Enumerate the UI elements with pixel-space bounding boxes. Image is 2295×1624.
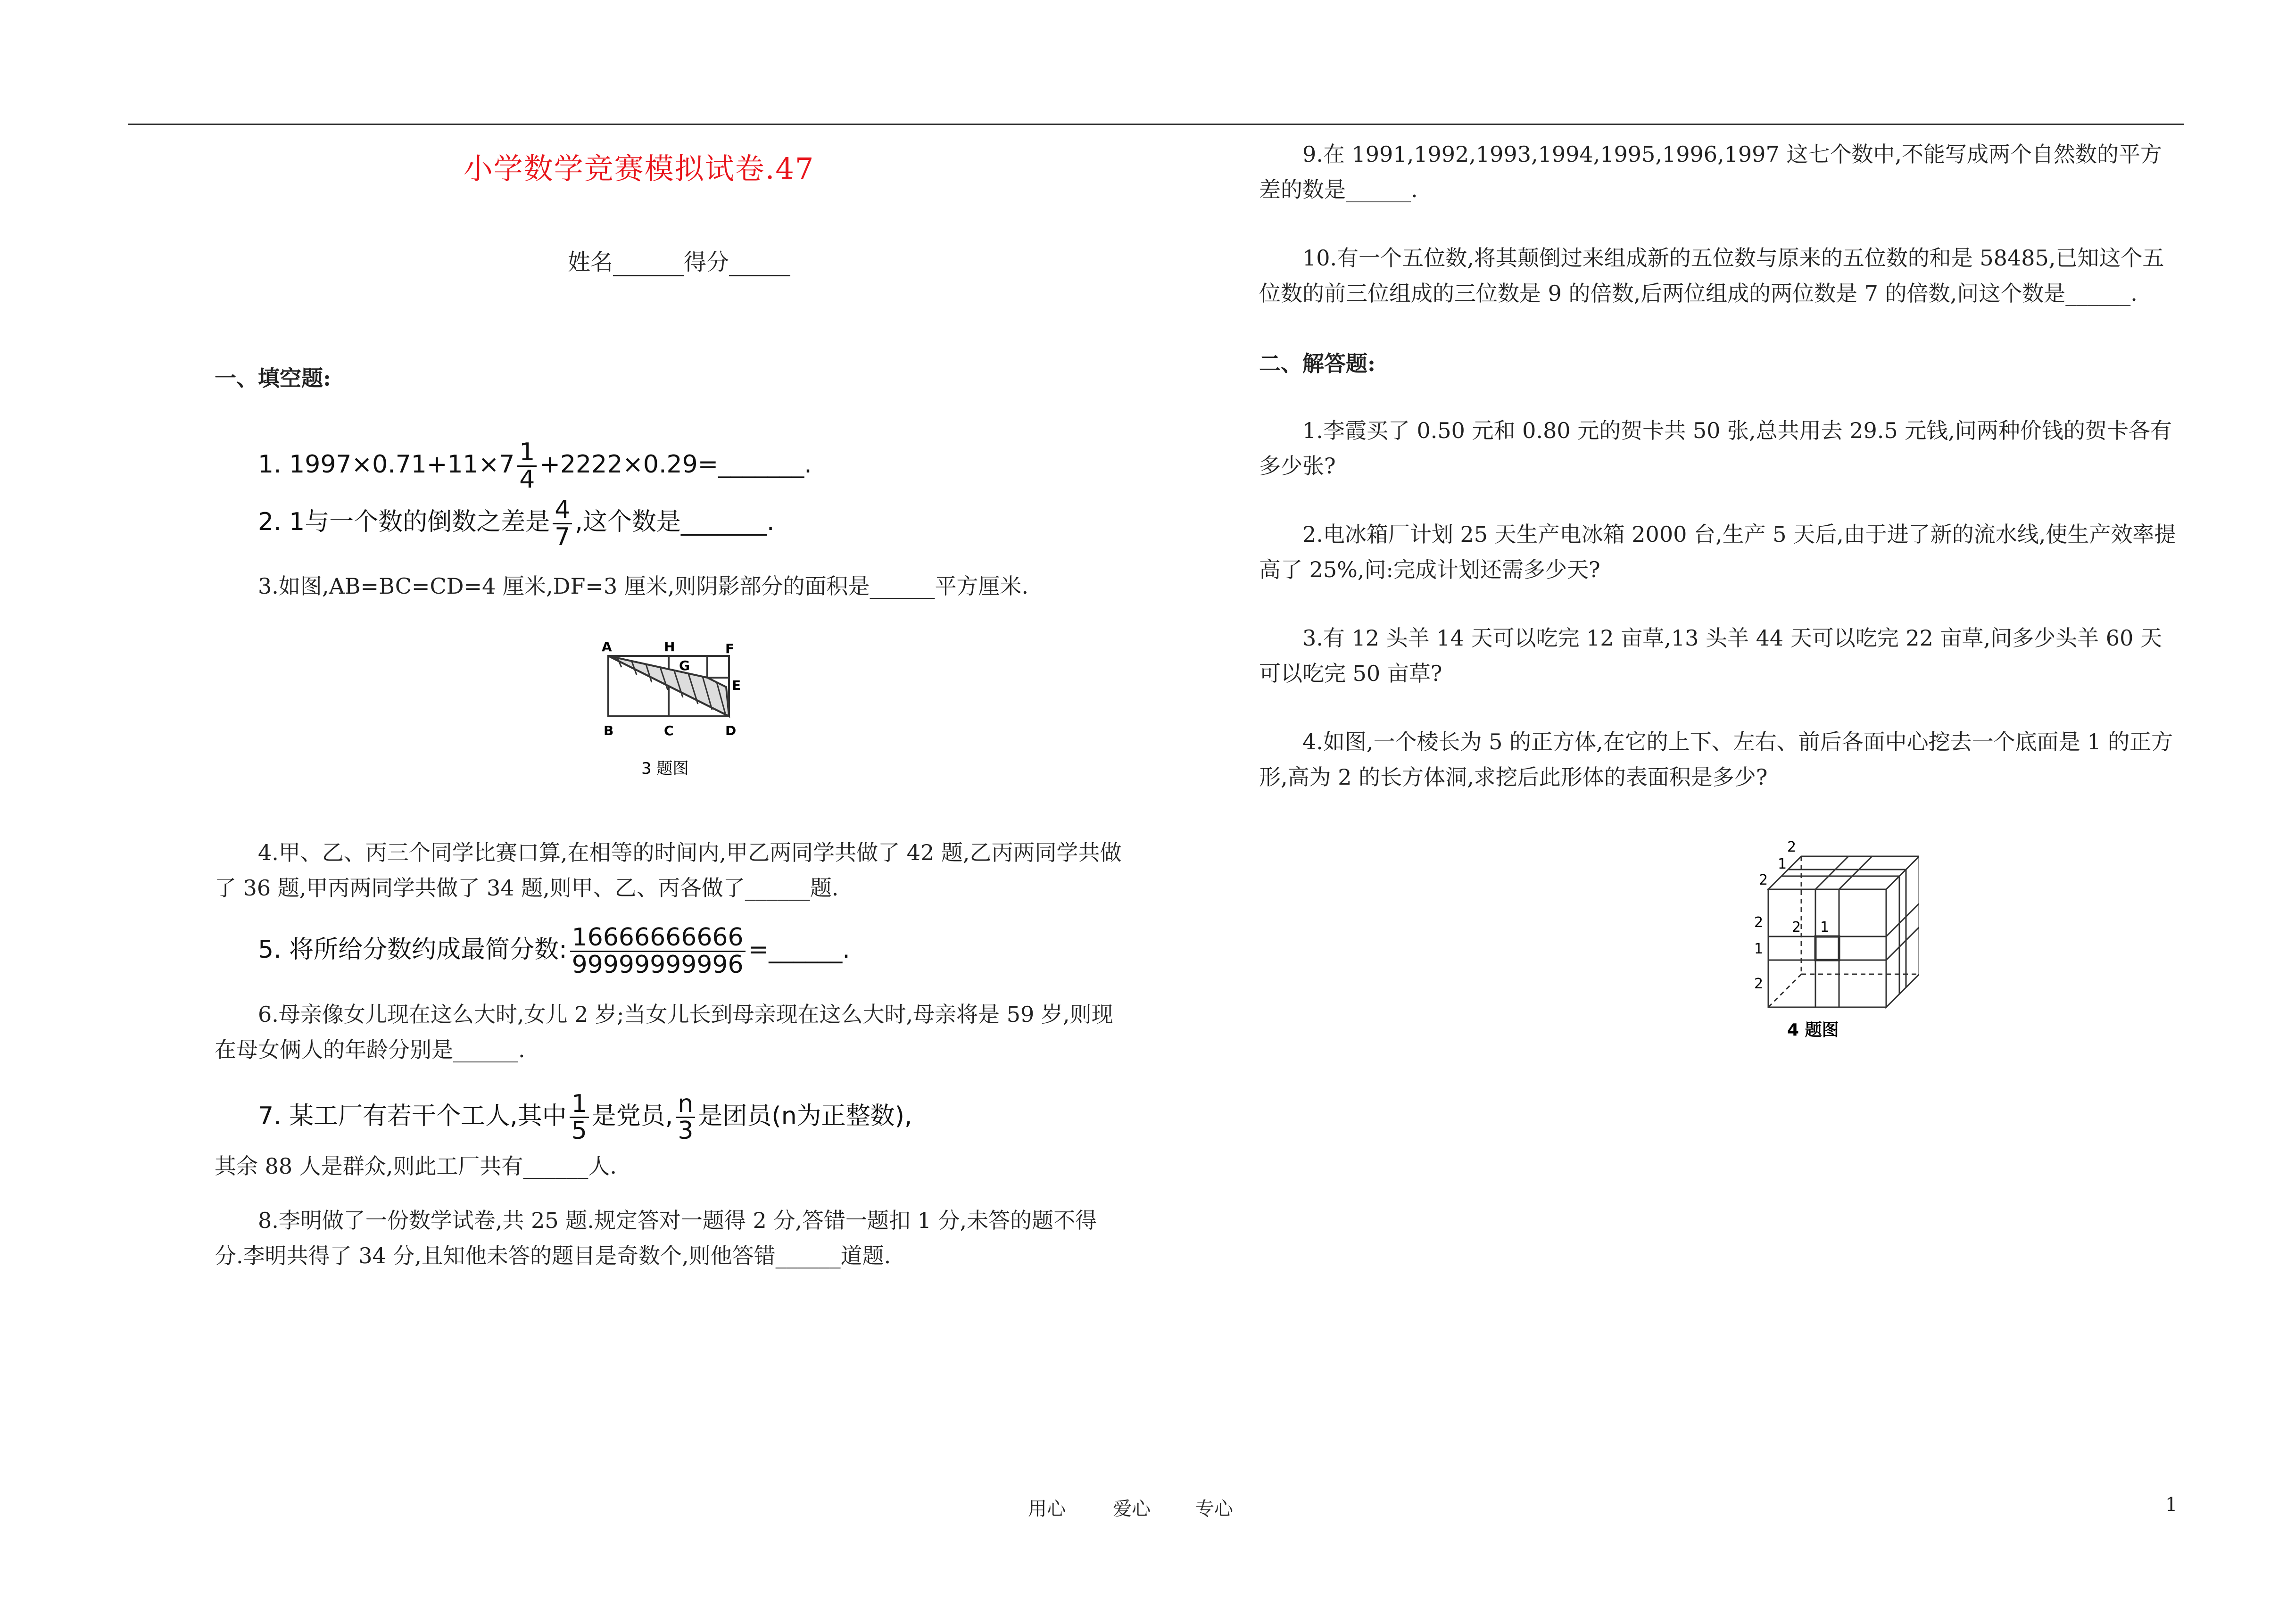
figure-4 <box>1731 837 1919 1045</box>
question-1: 1. 1997×0.71+11×7 $\frac{1}{4}$ +2222×0.29=_______. <box>258 438 812 494</box>
fig3-label-f: F <box>725 641 735 657</box>
section-answer: 二、解答题: <box>1259 351 1375 376</box>
fig4-label-5: 2 <box>1792 919 1801 936</box>
fraction: $\frac{1}{5}$ <box>570 1091 589 1144</box>
answer-question-3: 3.有 12 头羊 14 天可以吃完 12 亩草,13 头羊 44 天可以吃完 22 亩草,问多少头羊 60 天可以吃完 50 亩草? <box>1259 625 2162 686</box>
header-rule <box>128 124 2184 125</box>
fig4-label-3: 2 <box>1759 872 1768 888</box>
footer-left: 用心 <box>1028 1498 1066 1520</box>
fig4-label-7: 1 <box>1754 941 1764 957</box>
question-7: 7. 某工厂有若干个工人,其中 $\frac{1}{5}$ 是党员, $\frac{n}{3}$ 是团员(n为正整数), <box>258 1089 912 1145</box>
answer-question-1: 1.李霞买了 0.50 元和 0.80 元的贺卡共 50 张,总共用去 29.5 元钱,问两种价钱的贺卡各有多少张? <box>1259 418 2172 479</box>
answer-question-4: 4.如图,一个棱长为 5 的正方体,在它的上下、左右、前后各面中心挖去一个底面是 1 的正方形,高为 2 的长方体洞,求挖后此形体的表面积是多少? <box>1259 729 2173 790</box>
left-column <box>215 137 1125 1274</box>
exam-title: 小学数学竞赛模拟试卷.47 <box>463 151 815 186</box>
question-5: 5. 将所给分数约成最简分数: $\frac{16666666666}{99999999996}$ =______. <box>258 923 850 979</box>
fraction: $\frac{4}{7}$ <box>553 497 572 550</box>
name-score-line <box>233 244 1125 276</box>
footer-right: 专心 <box>1195 1498 1233 1520</box>
figure-3 <box>585 632 754 788</box>
question-8: 8.李明做了一份数学试卷,共 25 题.规定答对一题得 2 分,答错一题扣 1 分,未答的题不得分.李明共得了 34 分,且知他未答的题目是奇数个,则他答错______道题. <box>215 1207 1097 1268</box>
score-blank <box>729 256 790 276</box>
fig4-caption: 4 题图 <box>1787 1020 1839 1040</box>
answer-question-2: 2.电冰箱厂计划 25 天生产电冰箱 2000 台,生产 5 天后,由于进了新的流水线,使生产效率提高了 25%,问:完成计划还需多少天? <box>1259 522 2176 582</box>
question-3: 3.如图,AB=BC=CD=4 厘米,DF=3 厘米,则阴影部分的面积是______平方厘米. <box>258 573 1029 599</box>
fig3-label-g: G <box>679 658 690 674</box>
page-number: 1 <box>2165 1494 2178 1516</box>
fig4-label-1: 2 <box>1787 839 1797 855</box>
fig3-label-h: H <box>664 639 675 655</box>
name-label: 姓名 <box>567 249 613 275</box>
fraction: $\frac{16666666666}{99999999996}$ <box>570 925 746 978</box>
fig4-label-6: 1 <box>1820 919 1830 936</box>
question-4: 4.甲、乙、丙三个同学比赛口算,在相等的时间内,甲乙两同学共做了 42 题,乙丙两同学共做了 36 题,甲丙两同学共做了 34 题,则甲、乙、丙各做了______题. <box>215 840 1122 901</box>
fig3-label-c: C <box>664 723 674 739</box>
fig3-caption: 3 题图 <box>641 759 689 779</box>
right-column <box>1259 137 2183 1045</box>
footer-mid: 爱心 <box>1113 1498 1151 1520</box>
question-2: 2. 1与一个数的倒数之差是 $\frac{4}{7}$ ,这个数是_______. <box>258 496 775 551</box>
fig3-label-d: D <box>725 723 737 739</box>
fraction: $\frac{n}{3}$ <box>676 1091 695 1144</box>
section-fill-in: 一、填空题: <box>215 365 331 391</box>
question-7-line2: 其余 88 人是群众,则此工厂共有______人. <box>215 1153 617 1179</box>
question-6: 6.母亲像女儿现在这么大时,女儿 2 岁;当女儿长到母亲现在这么大时,母亲将是 59 岁,则现在母女俩人的年龄分别是______. <box>215 1001 1113 1062</box>
fig4-label-2: 1 <box>1778 856 1787 872</box>
fraction: $\frac{1}{4}$ <box>517 439 537 492</box>
fig4-label-8: 2 <box>1754 976 1764 992</box>
fig3-label-b: B <box>604 723 614 739</box>
question-9: 9.在 1991,1992,1993,1994,1995,1996,1997 这七个数中,不能写成两个自然数的平方差的数是______. <box>1259 141 2162 202</box>
fig4-label-4: 2 <box>1754 914 1764 931</box>
question-10: 10.有一个五位数,将其颠倒过来组成新的五位数与原来的五位数的和是 58485,已知这个五位数的前三位组成的三位数是 9 的倍数,后两位组成的两位数是 7 的倍数,问这个数是______. <box>1259 245 2164 306</box>
score-label: 得分 <box>684 249 729 275</box>
name-blank <box>613 256 684 276</box>
fig3-label-a: A <box>602 639 612 655</box>
fig3-label-e: E <box>732 678 741 694</box>
